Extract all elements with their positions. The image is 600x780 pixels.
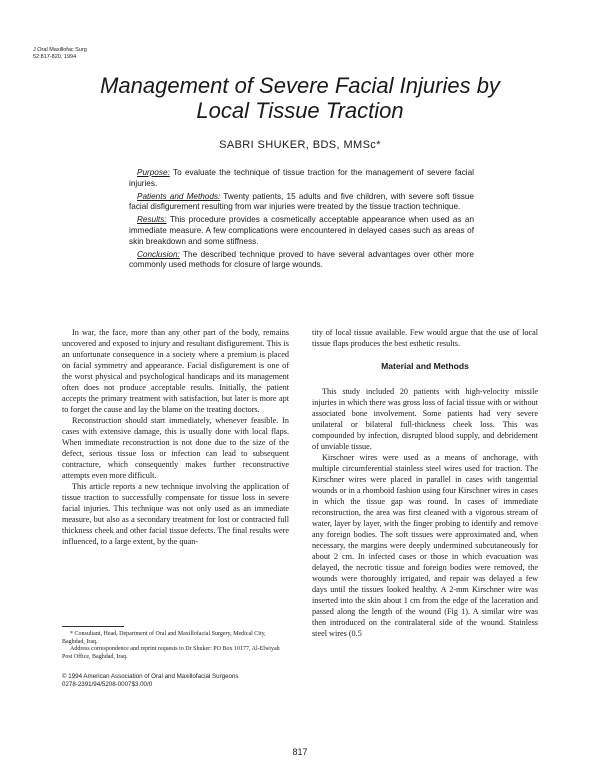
body-column-right [312, 327, 538, 639]
author-line: SABRI SHUKER, BDS, MMSc* [219, 139, 381, 151]
body-paragraph: Reconstruction should start immediately, whenever feasible. In cases with extensive damage, this is usually done with local flaps. When immediate reconstruction is not done due to the size of the defect, serious tissue loss or infection can lead to subsequent contracture, which consequently makes further reconstructive attempts even more difficult. [62, 416, 289, 480]
purpose-label: Purpose: [137, 168, 170, 177]
title-line-1: Management of Severe Facial Injuries by [100, 73, 500, 98]
footnote-affiliation: * Consultant, Head, Department of Oral and Maxillofacial Surgery, Medical City, Baghdad, Iraq. [62, 631, 266, 645]
page-number: 817 [292, 747, 308, 757]
copyright-line: © 1994 American Association of Oral and Maxillofacial Surgeons [62, 673, 239, 680]
title-line-2: Local Tissue Traction [196, 98, 404, 123]
methods-label: Patients and Methods: [137, 191, 221, 201]
body-paragraph: This study included 20 patients with high-velocity missile injuries in which there was gross loss of facial tissue with or without associated bone involvement. Some patients had very severe unilateral or bilateral full-thickness cheek loss. This was compounded by infection, disrupted blood supply, and debridement of unviable tissue. [312, 387, 538, 451]
journal-citation [33, 47, 87, 61]
copyright-notice [62, 673, 302, 689]
methods-text: Twenty patients, 15 adults and five children, with severe soft tissue facial disfigurement resulting from war injuries were treated by the tissue traction technique. [129, 191, 474, 212]
footnote-divider [62, 626, 124, 627]
abstract-purpose [129, 168, 474, 189]
issn-line: 0278-2391/94/5208-0007$3.00/0 [62, 681, 153, 688]
body-paragraph: Kirschner wires were used as a means of anchorage, with multiple circumferential stainless steel wires used for traction. The Kirschner wires were placed in parallel in cases with tangential wounds or in a rhomboid fashion using four Kirschner wires in cases in which the tissue gap was round. In cases of immediate reconstruction, the area was first cleaned with a vigorous stream of water, layer by layer, with the finger probing to identify and remove any foreign bodies. The soft tissues were approximated and, when necessary, the margins were deeply undermined subcutaneously for about 2 cm. In infected cases or those in which evacuation was delayed, the necrotic tissue and foreign bodies were removed, the wounds were thoroughly irrigated, and repair was delayed a few days until the tissues looked healthy. A 2-mm Kirschner wire was inserted into the skin about 1 cm from the edge of the laceration and passed along the length of the wound (Fig 1). A similar wire was then introduced on the contralateral side of the wound. Stainless steel wires (0.5 [312, 453, 538, 638]
conclusion-label: Conclusion: [137, 249, 180, 259]
body-paragraph-continued: tity of local tissue available. Few would argue that the use of local tissue flaps produces the best esthetic results. [312, 328, 538, 348]
journal-volume-pages: 52:817-820, 1994 [33, 54, 77, 60]
body-column-left [62, 327, 289, 547]
abstract-methods [129, 192, 474, 213]
footnotes [62, 631, 289, 661]
purpose-text: To evaluate the technique of tissue traction for the management of severe facial injuries. [129, 168, 474, 188]
section-heading: Material and Methods [381, 361, 469, 371]
abstract-conclusion [129, 250, 474, 271]
abstract [129, 168, 474, 273]
journal-name: J Oral Maxillofac Surg [33, 47, 87, 53]
body-paragraph: In war, the face, more than any other part of the body, remains uncovered and exposed to injury and resultant disfigurement. This is an unfortunate consequence in a society where a premium is placed on facial symmetry and appearance. Facial disfigurement is one of the worst physical and psychological handicaps and its management often does not produce acceptable results. Initially, the patient accepts the primary treatment with satisfaction, but later is more apt to forget the cause and lay the blame on the treating doctors. [62, 328, 289, 414]
footnote-correspondence: Address correspondence and reprint requests to Dr Shuker: PO Box 10177, Al-Elwiyah Post Office, Baghdad, Iraq. [62, 646, 280, 660]
results-label: Results: [137, 215, 167, 225]
conclusion-text: The described technique proved to have several advantages over other more commonly used methods for closure of large wounds. [129, 249, 474, 270]
article-title [0, 73, 600, 123]
results-text: This procedure provides a cosmetically acceptable appearance when used as an immediate measure. A few complications were encountered in delayed cases such as areas of skin breakdown and some stiffness. [129, 215, 474, 246]
body-paragraph: This article reports a new technique involving the application of tissue traction to successfully compensate for tissue loss in severe facial injuries. This technique was not only used as an immediate measure, but also as a secondary treatment for lost or contracted full thickness cheek and other facial tissue defects. The final results were influenced, to a large extent, by the quan- [62, 482, 289, 546]
abstract-results [129, 215, 474, 247]
